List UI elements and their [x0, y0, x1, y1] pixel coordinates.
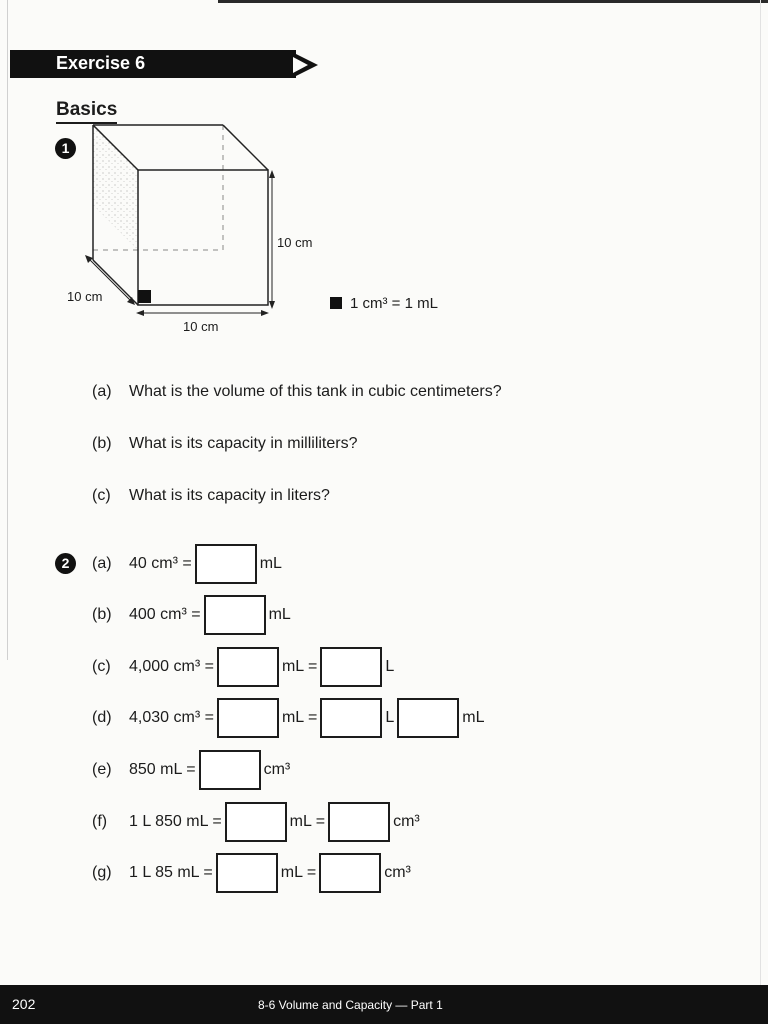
unit-label: mL [462, 709, 485, 726]
question-1-badge: 1 [55, 138, 76, 159]
unit-label: L [385, 709, 395, 726]
part-letter: (a) [92, 383, 112, 400]
part-text: What is its capacity in liters? [129, 487, 330, 504]
part-letter: (c) [92, 487, 111, 504]
tank-cube-icon [60, 118, 340, 338]
part-text: 850 mL = [129, 761, 196, 778]
width-label: 10 cm [183, 319, 219, 334]
part-letter: (b) [92, 606, 112, 623]
depth-label: 10 cm [67, 289, 103, 304]
answer-box[interactable] [319, 853, 381, 893]
top-rule [218, 0, 768, 3]
part-letter: (f) [92, 813, 108, 830]
tank-diagram [60, 118, 340, 343]
banner-arrow-notch [293, 57, 308, 73]
answer-box[interactable] [225, 802, 287, 842]
part-text: 4,030 cm³ = [129, 709, 214, 726]
part-letter: (g) [92, 864, 112, 881]
part-letter: (b) [92, 435, 112, 452]
page-edge-right [760, 0, 761, 1024]
unit-label: mL = [280, 864, 317, 881]
q2-part-b [92, 595, 291, 635]
unit-label: L [385, 658, 395, 675]
part-letter: (d) [92, 709, 112, 726]
part-text: What is its capacity in milliliters? [129, 435, 358, 452]
part-text: 1 L 85 mL = [129, 864, 213, 881]
part-letter: (e) [92, 761, 112, 778]
q1-part-c [92, 476, 330, 516]
q2-part-e [92, 750, 290, 790]
part-text: What is the volume of this tank in cubic centimeters? [129, 383, 502, 400]
unit-label: mL = [281, 658, 318, 675]
unit-label: cm³ [384, 864, 411, 881]
answer-box[interactable] [204, 595, 266, 635]
exercise-banner [10, 50, 296, 78]
q1-part-a [92, 372, 502, 412]
part-text: 1 L 850 mL = [129, 813, 222, 830]
part-letter: (c) [92, 658, 111, 675]
answer-box[interactable] [217, 647, 279, 687]
exercise-title: Exercise 6 [56, 53, 146, 73]
answer-box[interactable] [397, 698, 459, 738]
answer-box[interactable] [195, 544, 257, 584]
page-number: 202 [12, 996, 36, 1012]
q2-part-d [92, 698, 485, 738]
q1-part-b [92, 424, 358, 464]
unit-cube-icon [330, 297, 342, 309]
part-text: 40 cm³ = [129, 555, 192, 572]
answer-box[interactable] [320, 698, 382, 738]
answer-box[interactable] [217, 698, 279, 738]
q2-part-g [92, 853, 411, 893]
q2-part-f [92, 802, 420, 842]
q2-part-a [92, 544, 282, 584]
part-letter: (a) [92, 555, 112, 572]
unit-label: mL [259, 555, 282, 572]
answer-box[interactable] [199, 750, 261, 790]
section-title: Basics [56, 99, 117, 124]
unit-note [330, 295, 438, 312]
height-label: 10 cm [277, 235, 313, 250]
answer-box[interactable] [216, 853, 278, 893]
page-edge-left [7, 0, 8, 660]
unit-label: mL = [289, 813, 326, 830]
q2-part-c [92, 647, 394, 687]
question-2-badge: 2 [55, 553, 76, 574]
unit-label: cm³ [393, 813, 420, 830]
part-text: 400 cm³ = [129, 606, 201, 623]
answer-box[interactable] [320, 647, 382, 687]
unit-note-text: 1 cm³ = 1 mL [350, 295, 438, 312]
part-text: 4,000 cm³ = [129, 658, 214, 675]
unit-label: mL = [281, 709, 318, 726]
answer-box[interactable] [328, 802, 390, 842]
page-footer [0, 985, 768, 1024]
unit-label: mL [268, 606, 291, 623]
chapter-title: 8-6 Volume and Capacity — Part 1 [258, 998, 443, 1012]
unit-label: cm³ [263, 761, 291, 778]
